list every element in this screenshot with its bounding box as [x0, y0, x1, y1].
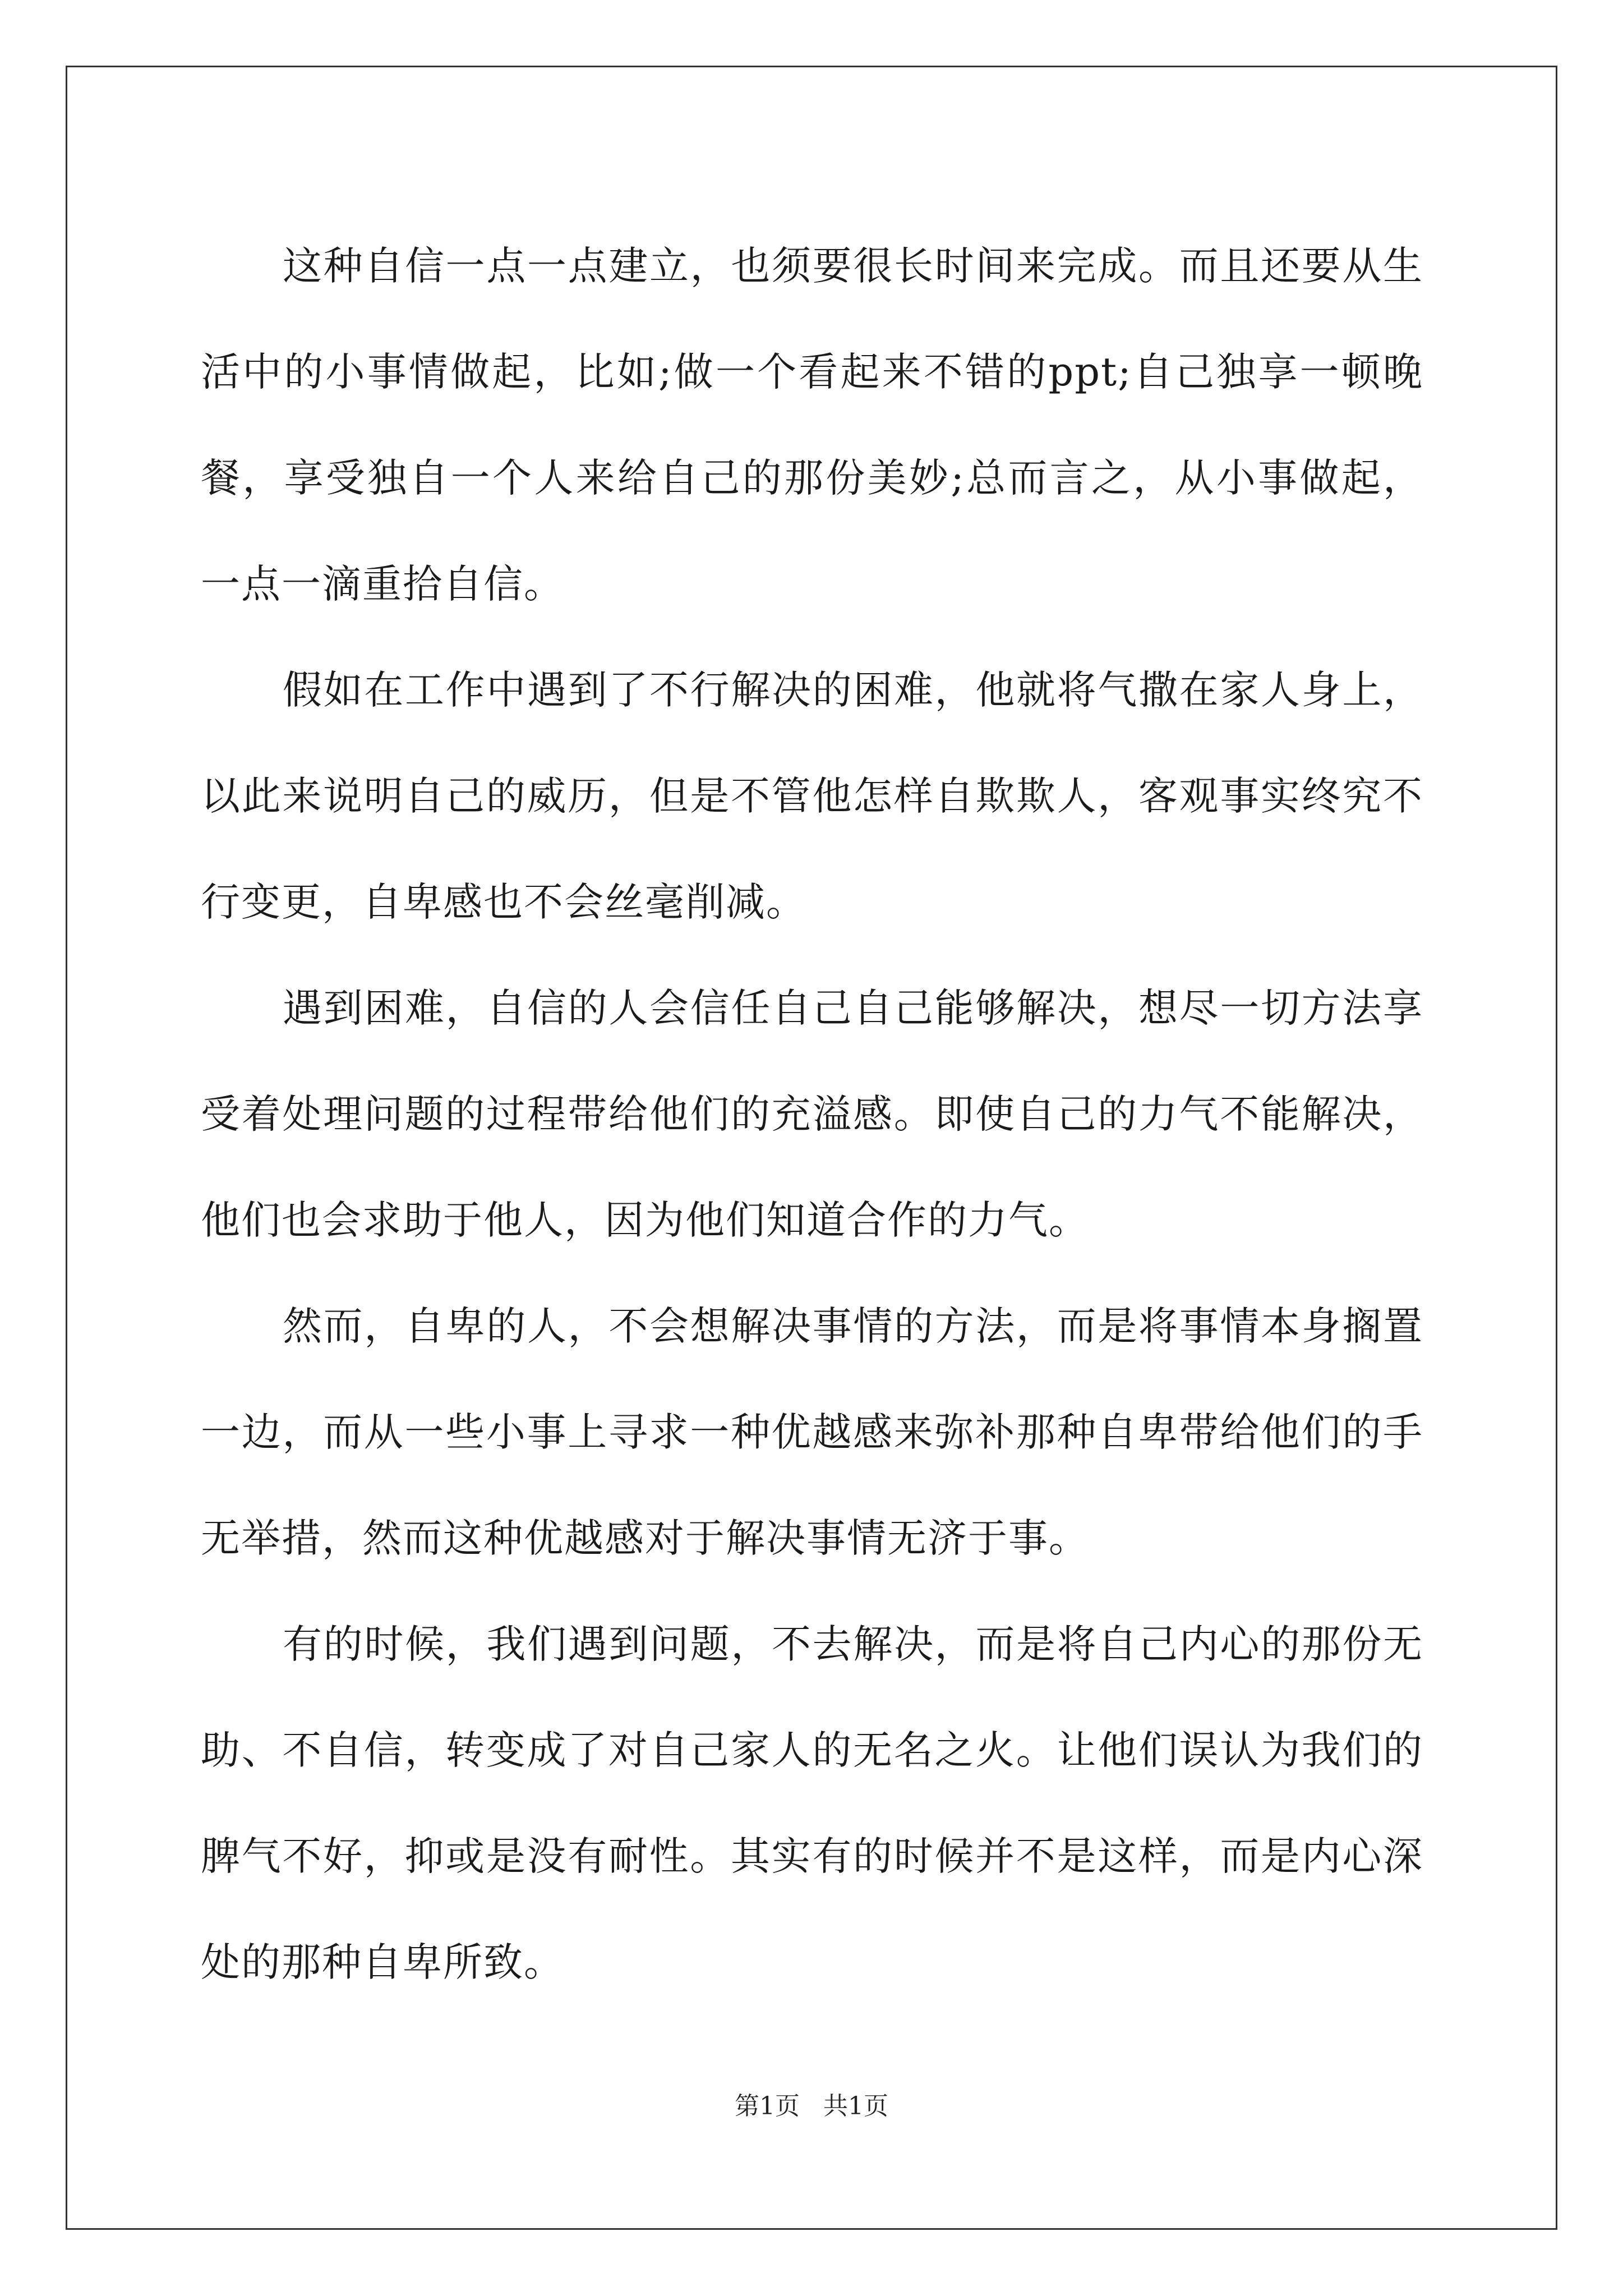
paragraph-5: 有的时候，我们遇到问题，不去解决，而是将自己内心的那份无助、不自信，转变成了对自己家人的无名之火。让他们误认为我们的脾气不好，抑或是没有耐性。其实有的时候并不是这样，而是内心深处的那种自卑所致。: [201, 1621, 1423, 1985]
page-number-footer: 第1页 共1页: [735, 2092, 888, 2120]
paragraph-2: 假如在工作中遇到了不行解决的困难，他就将气撒在家人身上，以此来说明自己的威历，但是不管他怎样自欺欺人，客观事实终究不行变更，自卑感也不会丝毫削减。: [201, 667, 1423, 925]
paragraph-1: 这种自信一点一点建立，也须要很长时间来完成。而且还要从生活中的小事情做起，比如;做一个看起来不错的ppt;自己独享一顿晚餐，享受独自一个人来给自己的那份美妙;总而言之，从小事做起，一点一滴重拾自信。: [201, 243, 1423, 607]
document-body: [201, 213, 1423, 2016]
paragraph-3: 遇到困难，自信的人会信任自己自己能够解决，想尽一切方法享受着处理问题的过程带给他们的充溢感。即使自己的力气不能解决，他们也会求助于他人，因为他们知道合作的力气。: [201, 985, 1423, 1243]
paragraph-4: 然而，自卑的人，不会想解决事情的方法，而是将事情本身搁置一边，而从一些小事上寻求一种优越感来弥补那种自卑带给他们的手无举措，然而这种优越感对于解决事情无济于事。: [201, 1303, 1423, 1561]
